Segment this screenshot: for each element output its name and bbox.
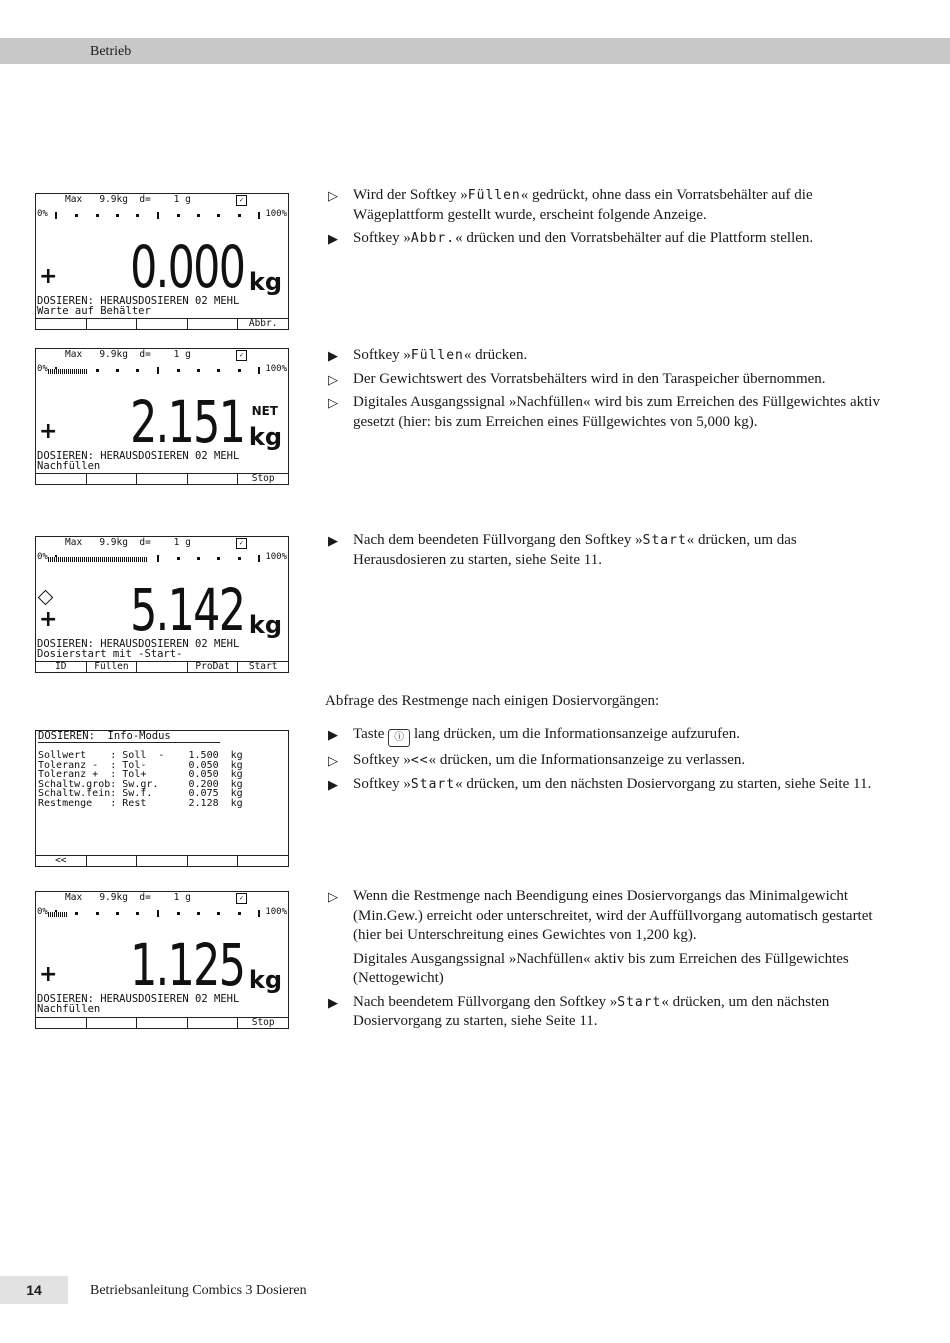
bar-tick <box>238 214 241 217</box>
bar-tick <box>116 369 119 372</box>
page-header <box>0 38 950 64</box>
softkey-name: Abbr. <box>410 231 456 246</box>
weight-value: 5.142 <box>129 576 244 644</box>
softkey-label <box>188 856 239 866</box>
softkey-name: Start <box>410 776 456 792</box>
weight-value: 0.000 <box>129 233 244 301</box>
list-item: ▶ Nach dem beendeten Füllvorgang den Softkey »Start« drücken, um das Herausdosieren zu starten, siehe Seite 11. <box>328 532 797 568</box>
list-item: ▷ Softkey »<<« drücken, um die Informationsanzeige zu verlassen. <box>328 751 888 771</box>
info-display-title: DOSIEREN: Info-Modus <box>38 731 220 743</box>
bar-tick <box>217 912 220 915</box>
bar-tick <box>55 212 57 219</box>
softkey-label <box>36 319 87 329</box>
bar-graph <box>36 208 288 220</box>
action-marker-icon: ▶ <box>328 533 338 548</box>
bar-end-label: 100% <box>265 907 287 917</box>
bar-tick <box>258 212 260 219</box>
bar-tick <box>217 557 220 560</box>
softkey-label <box>137 319 188 329</box>
bar-tick <box>96 912 99 915</box>
info-row: Toleranz + : Tol+ 0.050 kg <box>38 769 243 781</box>
bar-fill <box>48 557 148 562</box>
list-item: ▷ Digitales Ausgangssignal »Nachfüllen« wird bis zum Erreichen des Füllgewichtes aktiv gesetzt (hier: bis zum Erreichen eines Füllgewichtes von 5,000 kg). <box>328 394 880 430</box>
softkey-label: Stop <box>251 1017 275 1028</box>
bar-tick <box>197 369 200 372</box>
bar-tick <box>136 369 139 372</box>
bar-tick <box>217 369 220 372</box>
bar-scale <box>55 213 258 219</box>
softkey-bar <box>36 473 288 484</box>
softkey-label <box>36 474 87 484</box>
list-item: ▶ Softkey »Füllen« drücken. <box>328 346 888 366</box>
page-number: 14 <box>0 1276 68 1304</box>
bar-tick <box>116 912 119 915</box>
display-line-1: DOSIEREN: HERAUSDOSIEREN 02 MEHL <box>37 295 240 307</box>
softkey-label: Start <box>248 661 278 672</box>
result-marker-icon: ▷ <box>328 395 338 410</box>
display-line-1: DOSIEREN: HERAUSDOSIEREN 02 MEHL <box>37 450 240 462</box>
softkey-label <box>87 856 138 866</box>
scale-display-3 <box>35 536 289 673</box>
bar-tick <box>75 214 78 217</box>
action-marker-icon: ▶ <box>328 727 338 742</box>
info-row: Toleranz - : Tol- 0.050 kg <box>38 759 243 771</box>
bar-graph <box>36 551 288 563</box>
info-row: Schaltw.grob: Sw.gr. 0.200 kg <box>38 778 243 790</box>
softkey-label: Stop <box>251 473 275 484</box>
softkey-bar <box>36 318 288 329</box>
footer-title: Betriebsanleitung Combics 3 Dosieren <box>90 1283 307 1298</box>
result-marker-icon: ▷ <box>328 371 338 387</box>
bar-tick <box>238 912 241 915</box>
bar-start-label: 0% <box>37 907 48 917</box>
softkey-name: Füllen <box>410 348 464 363</box>
softkey-label <box>137 662 188 672</box>
section-title: Betrieb <box>90 44 132 59</box>
softkey-name: Start <box>617 994 662 1010</box>
bar-tick <box>136 912 139 915</box>
bar-tick <box>177 557 180 560</box>
bar-tick <box>157 555 159 562</box>
bar-start-label: 0% <box>37 552 48 562</box>
scale-display-4 <box>35 891 289 1029</box>
softkey-label: ID <box>36 662 87 672</box>
net-indicator: NET <box>251 404 278 418</box>
bar-graph <box>36 906 288 918</box>
result-marker-icon: ▷ <box>328 188 338 203</box>
bar-tick <box>258 910 260 917</box>
softkey-label: ProDat <box>188 662 239 672</box>
calibration-icon: ✓ <box>236 538 247 549</box>
softkey-label <box>188 319 239 329</box>
result-marker-icon: ▷ <box>328 889 338 904</box>
action-marker-icon: ▶ <box>328 994 338 1010</box>
bar-tick <box>258 367 260 374</box>
softkey-label <box>87 1018 138 1028</box>
weight-unit: kg <box>248 423 282 451</box>
display-line-1: DOSIEREN: HERAUSDOSIEREN 02 MEHL <box>37 638 240 650</box>
softkey-bar <box>36 661 288 672</box>
list-item: ▶ Nach beendetem Füllvorgang den Softkey »Start« drücken, um den nächsten Dosiervorgang zu starten, siehe Seite 11. <box>328 993 830 1029</box>
bar-tick <box>177 214 180 217</box>
list-item: ▷ Wird der Softkey »Füllen« gedrückt, ohne dass ein Vorratsbehälter auf die Wägeplattform gestellt wurde, erscheint folgende Anzeige. <box>328 187 813 223</box>
list-item: ▶ Taste ⓘ lang drücken, um die Informationsanzeige aufzurufen. <box>328 725 888 747</box>
softkey-label: Abbr. <box>248 318 278 329</box>
bar-tick <box>157 212 159 219</box>
weight-unit: kg <box>248 611 282 639</box>
sign-indicator: + <box>39 607 58 632</box>
action-marker-icon: ▶ <box>328 231 338 246</box>
display-line-1: DOSIEREN: HERAUSDOSIEREN 02 MEHL <box>37 993 240 1005</box>
bar-fill <box>48 912 68 917</box>
display-line-2: Nachfüllen <box>37 1003 101 1015</box>
display-line-2: Dosierstart mit -Start- <box>37 648 183 660</box>
list-item: ▷ Der Gewichtswert des Vorratsbehälters wird in den Taraspeicher übernommen. <box>328 370 888 390</box>
bar-tick <box>136 214 139 217</box>
bar-start-label: 0% <box>37 209 48 219</box>
bar-tick <box>116 214 119 217</box>
bar-tick <box>157 367 159 374</box>
softkey-label <box>188 474 239 484</box>
bar-tick <box>197 912 200 915</box>
calibration-icon: ✓ <box>236 195 247 206</box>
bar-tick <box>75 912 78 915</box>
section-4-text <box>328 725 888 798</box>
calibration-icon: ✓ <box>236 893 247 904</box>
bar-tick <box>96 214 99 217</box>
softkey-label <box>87 319 138 329</box>
softkey-label <box>137 1018 188 1028</box>
softkey-name: Start <box>642 533 687 548</box>
list-item: ▷ Wenn die Restmenge nach Beendigung eines Dosiervorgangs das Minimalgewicht (Min.Gew.) erreicht oder unterschreitet, wird der Auffüllvorgang automatisch gestartet (hier bei Unterschreitung eines Gewichtes von 1,200 kg). <box>328 888 873 943</box>
softkey-label <box>188 1018 239 1028</box>
list-item: ▶ Softkey »Start« drücken, um den nächsten Dosiervorgang zu starten, siehe Seite 11. <box>328 775 888 795</box>
display-line-2: Nachfüllen <box>37 460 101 472</box>
section-3-text <box>328 531 888 574</box>
info-display-rows <box>38 751 243 809</box>
section-2-text <box>328 346 888 436</box>
display-header-line: Max 9.9kg d= 1 g <box>65 537 191 548</box>
info-row: Restmenge : Rest 2.128 kg <box>38 797 243 809</box>
action-marker-icon: ▶ <box>328 776 338 792</box>
softkey-label <box>137 474 188 484</box>
section-4-intro: Abfrage des Restmenge nach einigen Dosiervorgängen: <box>325 693 660 709</box>
sign-indicator: + <box>39 962 58 987</box>
display-header-line: Max 9.9kg d= 1 g <box>65 349 191 360</box>
bar-tick <box>238 369 241 372</box>
softkey-name: Füllen <box>467 188 521 203</box>
bar-scale <box>55 911 258 917</box>
sign-indicator: + <box>39 264 58 289</box>
info-softkeys <box>36 855 288 866</box>
weight-unit: kg <box>248 966 282 994</box>
result-marker-icon: ▷ <box>328 753 338 768</box>
bar-graph <box>36 363 288 375</box>
softkey-bar <box>36 1017 288 1028</box>
scale-display-1 <box>35 193 289 330</box>
info-key-icon: ⓘ <box>388 729 410 747</box>
bar-tick <box>96 369 99 372</box>
bar-end-label: 100% <box>265 552 287 562</box>
softkey-label: << <box>36 856 87 866</box>
section-5-text <box>328 887 888 1036</box>
list-item: Digitales Ausgangssignal »Nachfüllen« aktiv bis zum Erreichen des Füllgewichtes (Nettogewicht) <box>353 950 849 986</box>
info-row: Sollwert : Soll - 1.500 kg <box>38 750 243 761</box>
bar-tick <box>217 214 220 217</box>
bar-tick <box>197 214 200 217</box>
bar-tick <box>177 912 180 915</box>
softkey-label: Füllen <box>87 662 138 672</box>
weight-unit: kg <box>248 268 282 296</box>
info-display <box>35 730 289 867</box>
softkey-name: << <box>410 753 429 768</box>
sign-indicator: + <box>39 419 58 444</box>
bar-tick <box>258 555 260 562</box>
display-header-line: Max 9.9kg d= 1 g <box>65 892 191 903</box>
scale-display-2 <box>35 348 289 485</box>
softkey-label <box>87 474 138 484</box>
calibration-icon: ✓ <box>236 350 247 361</box>
softkey-label <box>137 856 188 866</box>
bar-tick <box>197 557 200 560</box>
bar-tick <box>177 369 180 372</box>
stability-diamond-icon <box>38 590 54 606</box>
display-line-2: Warte auf Behälter <box>37 305 151 317</box>
bar-tick <box>238 557 241 560</box>
bar-fill <box>48 369 88 374</box>
list-item: ▶ Softkey »Abbr.« drücken und den Vorratsbehälter auf die Plattform stellen. <box>328 229 888 249</box>
weight-value: 2.151 <box>129 388 244 456</box>
display-header-line: Max 9.9kg d= 1 g <box>65 194 191 205</box>
bar-start-label: 0% <box>37 364 48 374</box>
weight-value: 1.125 <box>129 931 244 999</box>
softkey-label <box>238 856 288 866</box>
action-marker-icon: ▶ <box>328 348 338 363</box>
info-row: Schaltw.fein: Sw.f. 0.075 kg <box>38 788 243 800</box>
softkey-label <box>36 1018 87 1028</box>
bar-end-label: 100% <box>265 209 287 219</box>
bar-end-label: 100% <box>265 364 287 374</box>
bar-tick <box>157 910 159 917</box>
section-1-text <box>328 186 888 253</box>
